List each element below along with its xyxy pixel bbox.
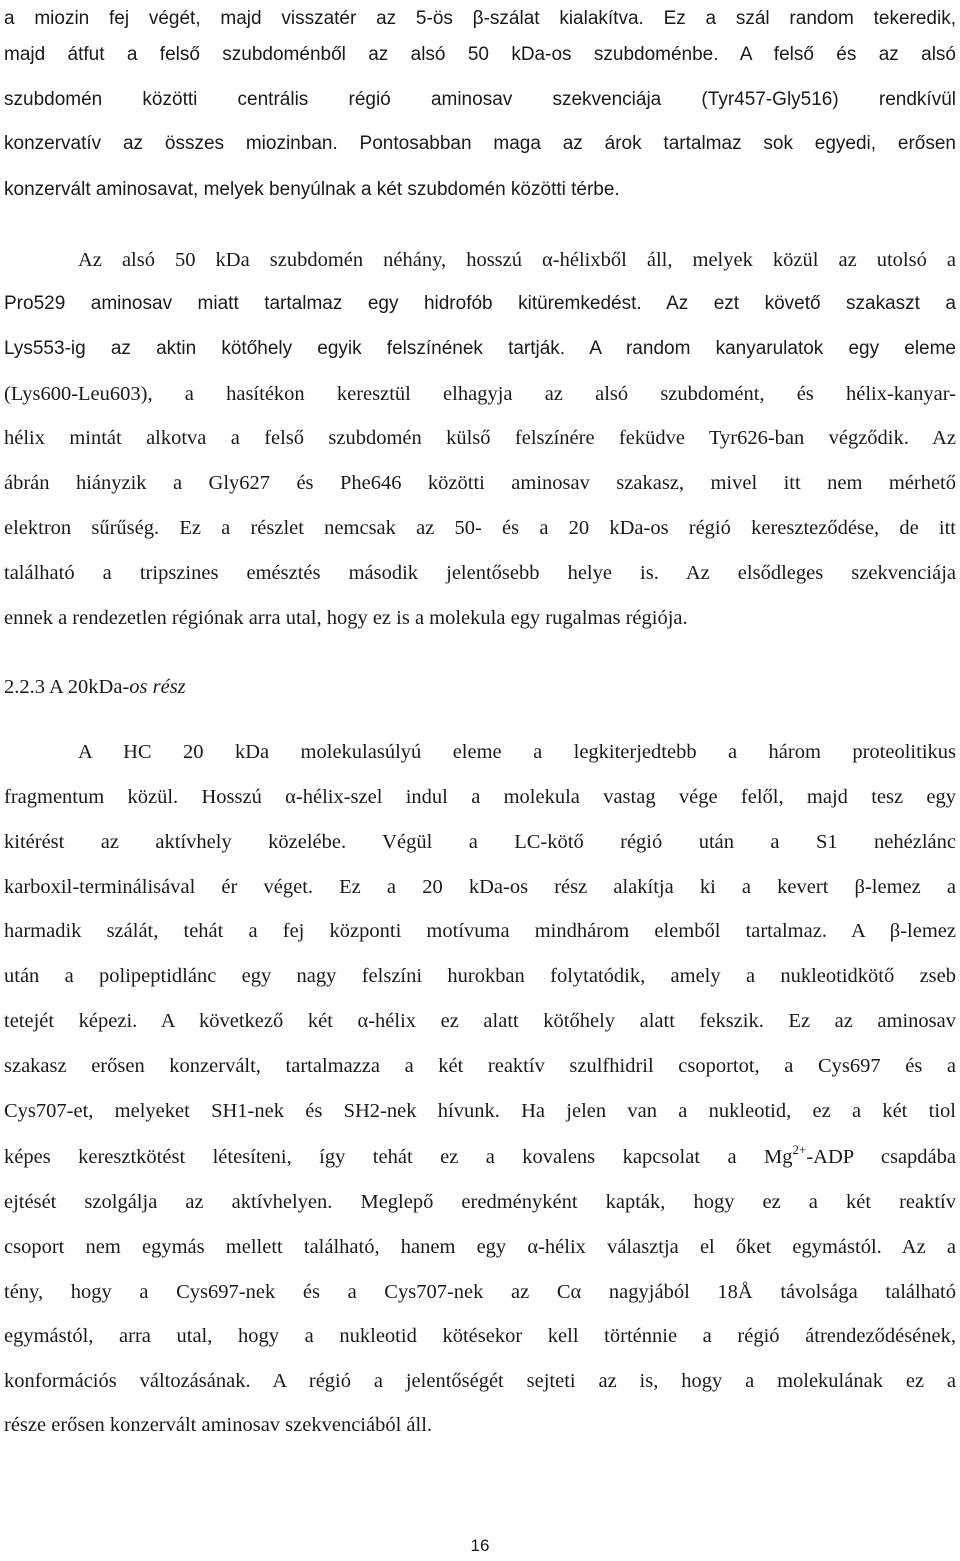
text-line: ennek a rendezetlen régiónak arra utal, hogy ez is a molekula egy rugalmas régiója. <box>4 607 688 629</box>
text-line: része erősen konzervált aminosav szekvenciából áll. <box>4 1414 433 1436</box>
text-line: konzervatív az összes miozinban. Pontosabban maga az árok tartalmaz sok egyedi, erősen <box>4 133 956 154</box>
text-line: szakasz erősen konzervált, tartalmazza a két reaktív szulfhidril csoportot, a Cys697 és a <box>4 1055 956 1077</box>
text-line: csoport nem egymás mellett található, hanem egy α-hélix választja el őket egymástól. Az a <box>4 1236 956 1258</box>
text-line: ejtését szolgálja az aktívhelyen. Meglepő eredményként kapták, hogy ez a két reaktív <box>4 1191 956 1213</box>
text-line: elektron sűrűség. Ez a részlet nemcsak az 50- és a 20 kDa-os régió kereszteződése, de itt <box>4 517 956 539</box>
text-line: a miozin fej végét, majd visszatér az 5-ös β-szálat kialakítva. Ez a szál random tekeredik, <box>4 8 956 29</box>
text-line: után a polipeptidlánc egy nagy felszíni hurokban folytatódik, amely a nukleotidkötő zseb <box>4 965 956 987</box>
mg-text-after: -ADP csapdába <box>806 1146 956 1168</box>
text-line: kitérést az aktívhely közelébe. Végül a LC-kötő régió után a S1 nehézlánc <box>4 831 956 853</box>
text-line: harmadik szálát, tehát a fej központi motívuma mindhárom elemből tartalmaz. A β-lemez <box>4 920 956 942</box>
text-line-mg <box>4 1139 956 1175</box>
text-line: A HC 20 kDa molekulasúlyú eleme a legkiterjedtebb a három proteolitikus <box>78 741 956 763</box>
section-heading <box>4 669 186 705</box>
text-line: konformációs változásának. A régió a jelentőségét sejteti az is, hogy a molekulának ez a <box>4 1370 956 1392</box>
text-line: hélix mintát alkotva a felső szubdomén külső felszínére feküdve Tyr626-ban végződik. Az <box>4 427 956 449</box>
text-line: egymástól, arra utal, hogy a nukleotid kötésekor kell történnie a régió átrendeződésének, <box>4 1325 956 1347</box>
text-line: fragmentum közül. Hosszú α-hélix-szel indul a molekula vastag vége felől, majd tesz egy <box>4 786 956 808</box>
text-line: Cys707-et, melyeket SH1-nek és SH2-nek hívunk. Ha jelen van a nukleotid, ez a két tiol <box>4 1100 956 1122</box>
section-number: 2.2.3 <box>4 676 45 698</box>
text-line: Lys553-ig az aktin kötőhely egyik felszínének tartják. A random kanyarulatok egy eleme <box>4 338 956 359</box>
text-line: majd átfut a felső szubdoménből az alsó 50 kDa-os szubdoménbe. A felső és az alsó <box>4 44 956 65</box>
text-line: karboxil-terminálisával ér véget. Ez a 20 kDa-os rész alakítja ki a kevert β-lemez a <box>4 876 956 898</box>
text-line: konzervált aminosavat, melyek benyúlnak a két szubdomén közötti térbe. <box>4 179 620 200</box>
text-line: szubdomén közötti centrális régió aminosav szekvenciája (Tyr457-Gly516) rendkívül <box>4 89 956 110</box>
section-title-plain: A 20kDa <box>49 676 123 698</box>
section-title-italic: -os rész <box>122 676 186 698</box>
mg-charge-superscript: 2+ <box>792 1142 807 1157</box>
text-line: tetejét képezi. A következő két α-hélix ez alatt kötőhely alatt fekszik. Ez az aminosav <box>4 1010 956 1032</box>
text-line: (Lys600-Leu603), a hasítékon keresztül elhagyja az alsó szubdomént, és hélix-kanyar- <box>4 383 956 405</box>
text-line: Pro529 aminosav miatt tartalmaz egy hidrofób kitüremkedést. Az ezt követő szakaszt a <box>4 293 956 314</box>
page-number: 16 <box>470 1536 490 1555</box>
text-line: tény, hogy a Cys697-nek és a Cys707-nek az Cα nagyjából 18Å távolsága található <box>4 1281 956 1303</box>
mg-text-before: képes keresztkötést létesíteni, így tehát ez a kovalens kapcsolat a Mg <box>4 1146 793 1168</box>
text-line: ábrán hiányzik a Gly627 és Phe646 közötti aminosav szakasz, mivel itt nem mérhető <box>4 472 956 494</box>
text-line: Az alsó 50 kDa szubdomén néhány, hosszú α-hélixből áll, melyek közül az utolsó a <box>78 249 956 271</box>
text-line: található a tripszines emésztés második jelentősebb helye is. Az elsődleges szekvenciája <box>4 562 956 584</box>
